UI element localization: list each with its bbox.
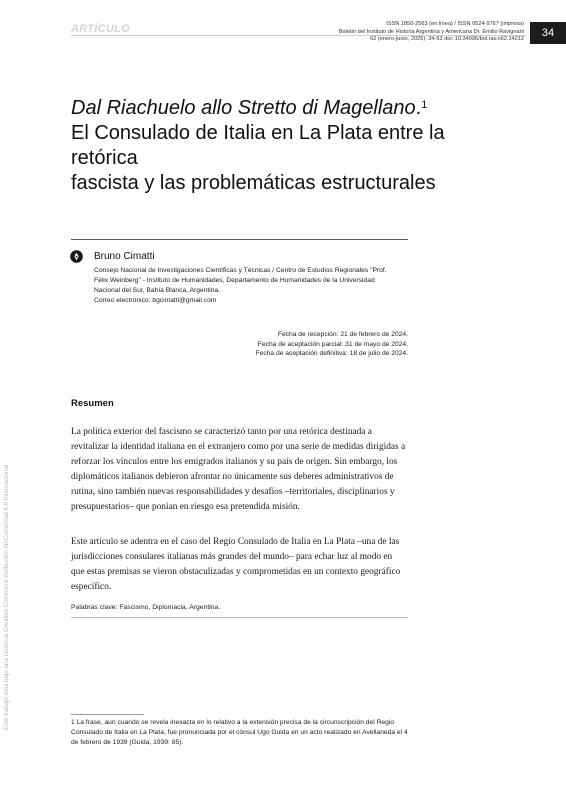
author-affiliation (94, 266, 414, 306)
footnote: 1 La frase, aun cuando se revela inexacta en lo relativo a la extensión precisa de la circunscripción del Regio Consulado de Italia en La Plata, fue pronunciada por el cónsul Ugo Guida en un acto realizado en Avellaneda el 4 de febrero de 1939 (Guida, 1939: 85). (71, 719, 408, 746)
date-partial-acceptance: Fecha de aceptación parcial: 31 de mayo de 2024. (257, 340, 408, 348)
affiliation-line: Consejo Nacional de Investigaciones Científicas y Técnicas / Centro de Estudios Regionales "Prof. (94, 267, 387, 274)
journal-name-line: Boletín del Instituto de Historia Argentina y Americana Dr. Emilio Ravignani (338, 28, 524, 35)
journal-metadata (264, 21, 524, 44)
date-final-acceptance: Fecha de aceptación definitiva: 18 de julio de 2024. (255, 350, 408, 357)
issn-line: ISSN 1850-2563 (en línea) / ISSN 0524-9767 (impresa) (386, 21, 524, 27)
affiliation-line: Nacional del Sur, Bahía Blanca, Argentina. (94, 287, 221, 294)
keywords: Palabras clave: Fascismo, Diplomacia, Argentina. (71, 604, 221, 611)
title-line-3: fascista y las problemáticas estructurales (71, 172, 436, 194)
author-name: Bruno Cimatti (94, 251, 155, 262)
issue-doi-line: 62 (enero-junio, 2025): 34-53 doi: 10.34096/bol.rav.n62.14212 (370, 36, 524, 42)
author-email[interactable]: Correo electrónico: bgcimatti@gmail.com (94, 297, 217, 304)
page-number: 34 (530, 22, 566, 44)
abstract-heading: Resumen (71, 398, 114, 409)
footnote-rule (71, 714, 144, 715)
abstract-paragraph-2: Este artículo se adentra en el caso del Regio Consulado de Italia en La Plata –una de las jurisdicciones consulares italianas más grandes del mundo– para echar luz al modo en que estas premisas se vieron obstaculizadas y comprometidas en un contexto geográfico específico. (71, 537, 401, 592)
date-received: Fecha de recepción: 21 de febrero de 2024. (277, 331, 408, 338)
license-notice: Este trabajo está bajo una Licencia Creative Commons Atribución-NoComercial 4.0 Internacional (3, 464, 10, 730)
abstract-paragraph-1: La política exterior del fascismo se caracterizó tanto por una retórica destinada a revitalizar la identidad italiana en el extranjero como por una serie de medidas dirigidas a reforzar los vínculos entre los emigrados italianos y su país de origen. Sin embargo, los diplomáticos italianos debieron afrontar no únicamente sus deberes administrativos de rutina, sino también nuevas responsabilidades y desafíos –territoriales, disciplinarios y presupuestarios– que ponían en riesgo esa pretendida misión. (71, 427, 406, 512)
submission-dates (220, 330, 408, 359)
section-label: ARTÍCULO (71, 23, 131, 35)
orcid-author-icon[interactable] (70, 250, 83, 263)
title-italic: Dal Riachuelo allo Stretto di Magellano (71, 97, 416, 119)
article-title (71, 93, 511, 196)
footnote-ref[interactable]: 1 (421, 99, 428, 111)
title-period: . (415, 97, 422, 119)
affiliation-line: Félix Weinberg" - Instituto de Humanidades, Departamento de Humanidades de la Universidad (94, 277, 375, 284)
author-divider (71, 239, 408, 240)
keywords-divider (71, 617, 408, 618)
title-line-2: El Consulado de Italia en La Plata entre la retórica (71, 122, 445, 169)
